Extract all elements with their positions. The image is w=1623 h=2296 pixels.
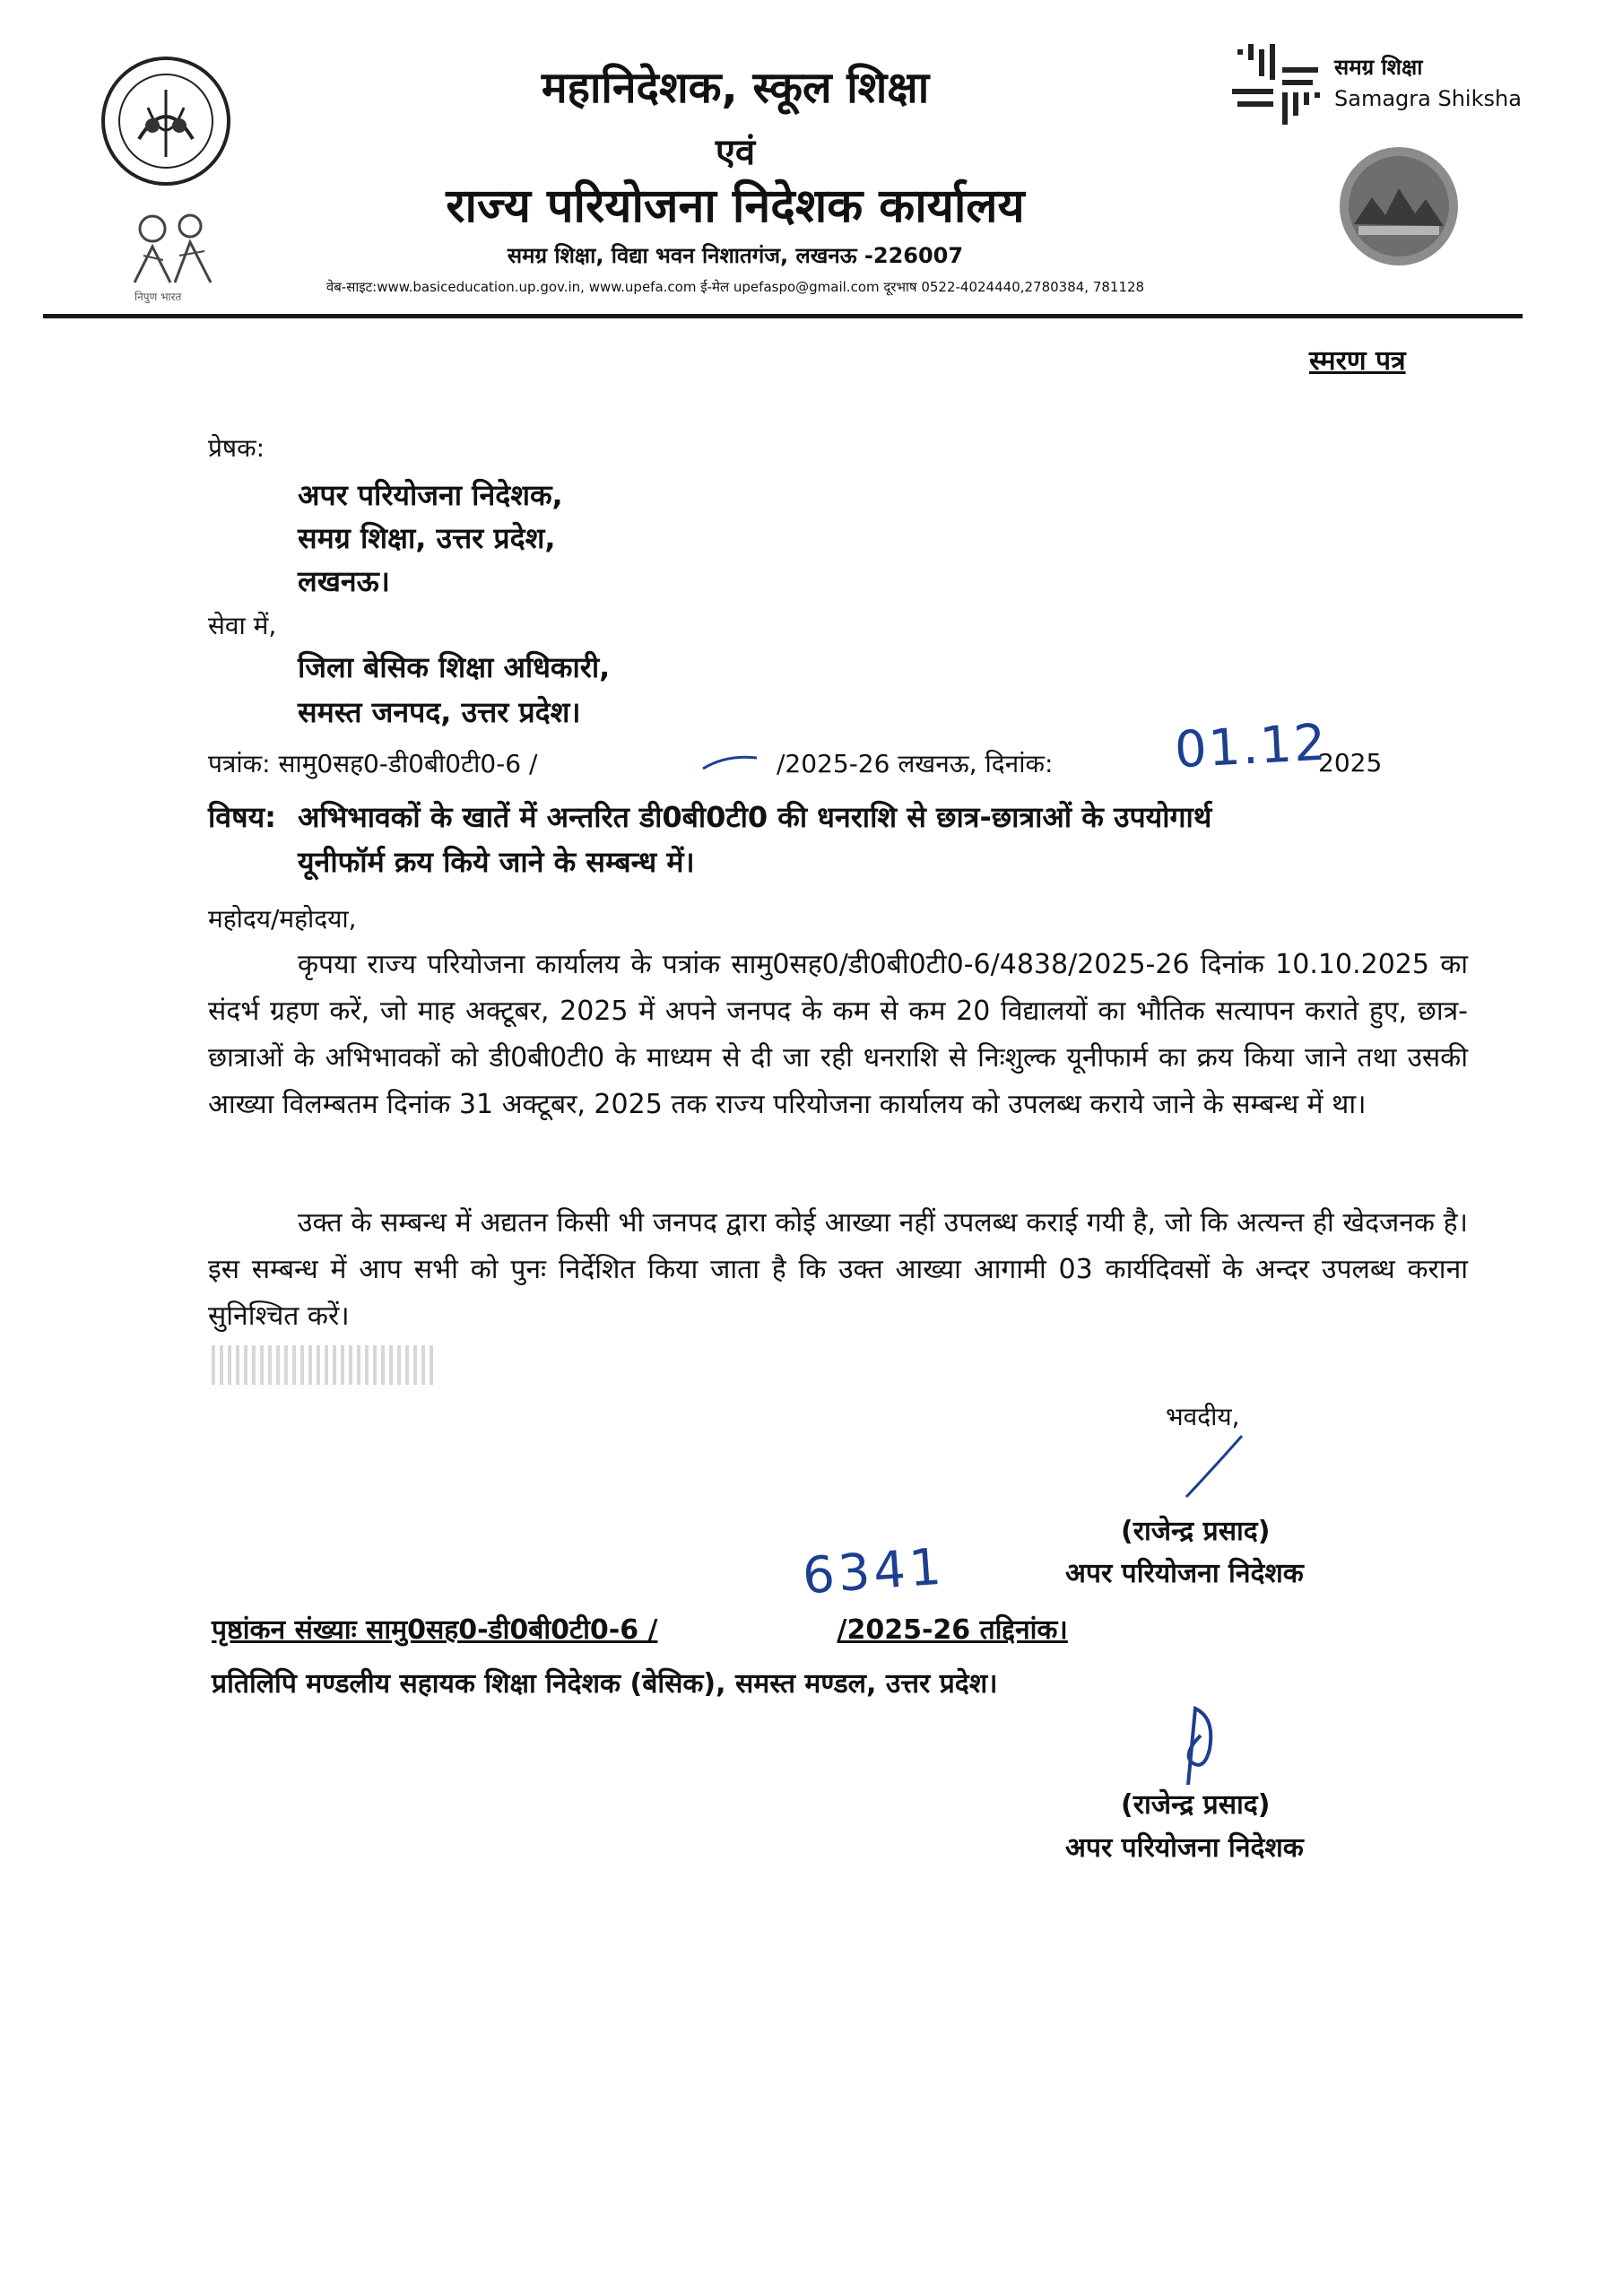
reference-prefix: पत्रांक: सामु0सह0-डी0बी0टी0-6 / — [208, 749, 538, 778]
subject-line-1: अभिभावकों के खातें में अन्तरित डी0बी0टी0 की धनराशि से छात्र-छात्राओं के उपयोगार्थ — [298, 800, 1212, 834]
recipient-line: समस्त जनपद, उत्तर प्रदेश। — [298, 695, 581, 729]
handwritten-date: 01.12 — [1173, 713, 1329, 780]
reminder-label: स्मरण पत्र — [1309, 345, 1406, 377]
samagra-shiksha-hindi: समग्र शिक्षा — [1334, 55, 1423, 80]
subject-line-2: यूनीफॉर्म क्रय किये जाने के सम्बन्ध में। — [298, 845, 695, 879]
scan-smudge — [212, 1345, 436, 1385]
subject — [208, 795, 1490, 884]
endorsement-start: पृष्ठांकन संख्याः सामु0सह0-डी0बी0टी0-6 / — [212, 1614, 658, 1646]
copy-to: प्रतिलिपि मण्डलीय सहायक शिक्षा निदेशक (बेसिक), समस्त मण्डल, उत्तर प्रदेश। — [212, 1668, 998, 1700]
samagra-shiksha-english: Samagra Shiksha — [1334, 86, 1522, 111]
sender-line: अपर परियोजना निदेशक, — [298, 478, 563, 512]
salutation: महोदय/महोदया, — [208, 904, 357, 934]
nipun-bharat-logo — [126, 206, 224, 291]
subject-label: विषय: — [208, 800, 276, 834]
header-title: महानिदेशक, स्कूल शिक्षा — [541, 63, 930, 113]
header-and: एवं — [715, 132, 756, 173]
header-office: राज्य परियोजना निदेशक कार्यालय — [446, 179, 1025, 233]
up-government-emblem — [99, 54, 233, 192]
header-contact: वेब-साइट:www.basiceducation.up.gov.in, www.upefa.com ई-मेल upefaspo@gmail.com दूरभाष 0522-4024440,2780384, 781128 — [325, 279, 1145, 295]
recipient-label: सेवा में, — [208, 611, 277, 640]
header-address: समग्र शिक्षा, विद्या भवन निशातगंज, लखनऊ -226007 — [507, 243, 964, 268]
signature-mark — [1170, 1700, 1233, 1793]
signatory2-designation: अपर परियोजना निदेशक — [1065, 1832, 1304, 1864]
signatory2-name: (राजेन्द्र प्रसाद) — [1121, 1789, 1271, 1821]
handwritten-number: 6341 — [800, 1537, 947, 1606]
mahakumbh-2025-seal — [1336, 144, 1462, 273]
samagra-shiksha-logo — [1228, 40, 1327, 134]
reference-year: 2025 — [1318, 748, 1383, 778]
reference-middle: /2025-26 लखनऊ, दिनांक: — [777, 749, 1054, 778]
sender-line: लखनऊ। — [298, 564, 390, 598]
body-paragraph-1: कृपया राज्य परियोजना कार्यालय के पत्रांक सामु0सह0/डी0बी0टी0-6/4838/2025-26 दिनांक 10.10.2025 का संदर्भ ग्रहण करें, जो माह अक्टूबर, 2025 में अपने जनपद के कम से कम 20 विद्यालयों का भौतिक सत्यापन कराते हुए, छात्र-छात्राओं के अभिभावकों को डी0बी0टी0 के माध्यम से दी जा रही धनराशि से निःशुल्क यूनीफार्म का क्रय किया जाने तथा उसकी आख्या विलम्बतम दिनांक 31 अक्टूबर, 2025 तक राज्य परियोजना कार्यालय को उपलब्ध कराये जाने के सम्बन्ध में था। — [208, 949, 1468, 1120]
handwritten-tick — [699, 749, 762, 779]
sender-line: समग्र शिक्षा, उत्तर प्रदेश, — [298, 521, 556, 555]
endorsement-end: /2025-26 तद्दिनांक। — [837, 1614, 1068, 1646]
signatory-designation: अपर परियोजना निदेशक — [1065, 1558, 1304, 1589]
endorsement-line — [212, 1610, 1068, 1647]
signatory-name: (राजेन्द्र प्रसाद) — [1121, 1516, 1271, 1547]
body-paragraph-2: उक्त के सम्बन्ध में अद्यतन किसी भी जनपद द्वारा कोई आख्या नहीं उपलब्ध कराई गयी है, जो कि अत्यन्त ही खेदजनक है। इस सम्बन्ध में आप सभी को पुनः निर्देशित किया जाता है कि उक्त आख्या आगामी 03 कार्यदिवसों के अन्दर उपलब्ध कराना सुनिश्चित करें। — [208, 1207, 1468, 1332]
signature-stroke — [1179, 1431, 1251, 1506]
sender-label: प्रेषक: — [208, 433, 265, 463]
nipun-caption: निपुण भारत — [135, 291, 182, 303]
recipient-line: जिला बेसिक शिक्षा अधिकारी, — [298, 650, 611, 684]
header-divider — [43, 314, 1523, 318]
closing: भवदीय, — [1166, 1402, 1240, 1431]
